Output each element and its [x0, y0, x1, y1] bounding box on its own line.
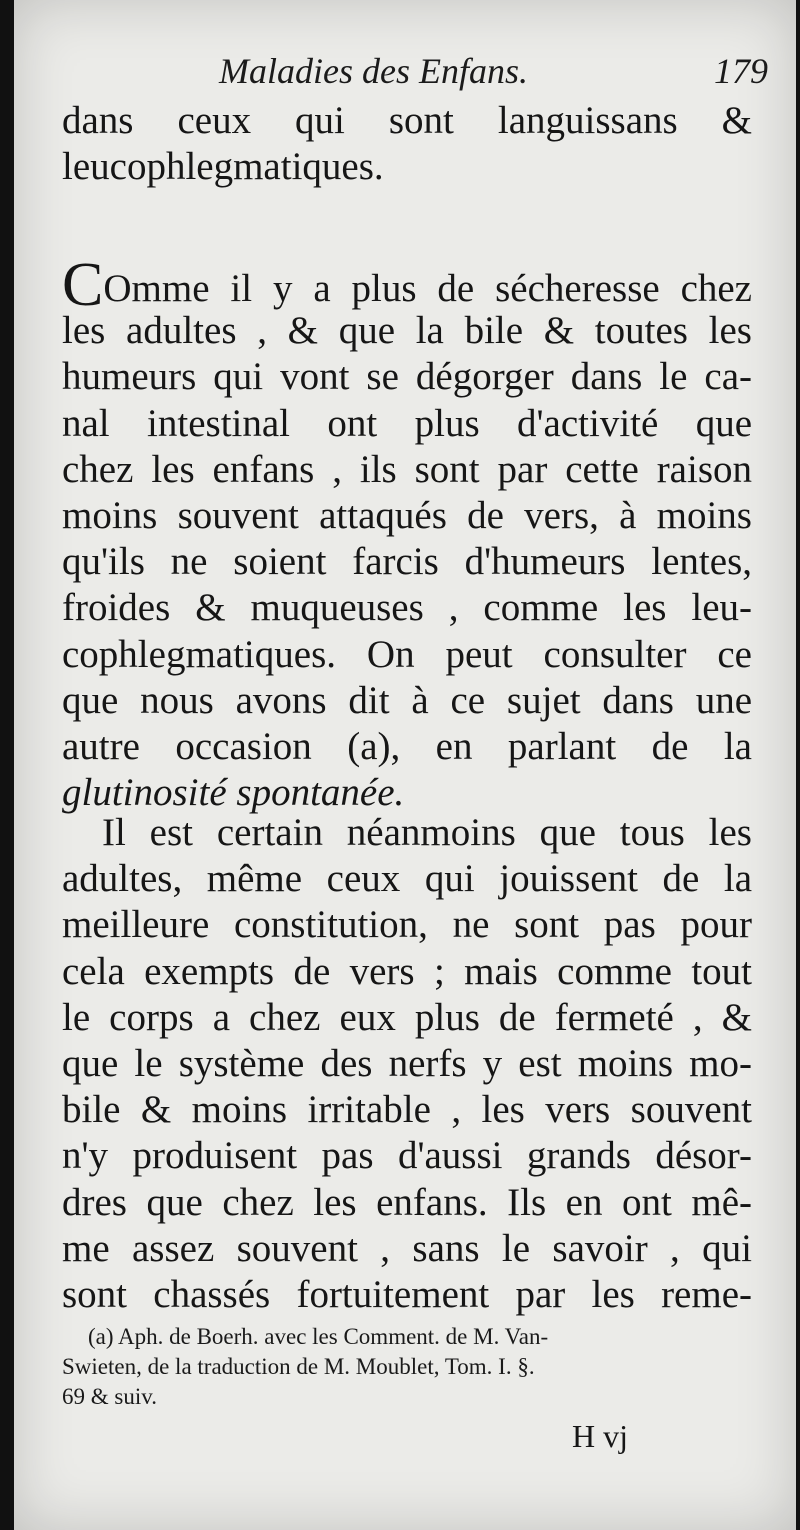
continued-paragraph — [62, 98, 752, 190]
page-header — [14, 50, 796, 100]
text-line: dres que chez les enfans. Ils en ont mê- — [62, 1180, 752, 1224]
footnotes — [62, 1322, 752, 1412]
text-line: nal intestinal ont plus d'activité que — [62, 401, 752, 445]
paragraph-1 — [62, 251, 752, 816]
drop-cap: C — [62, 251, 104, 319]
text-line: autre occasion (a), en parlant de la — [62, 724, 752, 768]
text-line: chez les enfans , ils sont par cette raison — [62, 447, 752, 491]
book-page — [14, 0, 796, 1530]
text-line: moins souvent attaqués de vers, à moins — [62, 493, 752, 537]
signature-mark: H vj — [572, 1418, 628, 1454]
text-line: dans ceux qui sont languissans & — [62, 99, 752, 142]
text-line: que le système des nerfs y est moins mo- — [62, 1041, 752, 1085]
text-line: froides & muqueuses , comme les leu- — [62, 586, 752, 630]
paragraph-2 — [62, 810, 752, 1318]
footnote-line: (a) Aph. de Boerh. avec les Comment. de M. Van- — [88, 1324, 549, 1349]
text-line: sont chassés fortuitement par les reme- — [62, 1272, 752, 1316]
text-line: humeurs qui vont se dégorger dans le ca- — [62, 355, 752, 399]
page-number: 179 — [714, 51, 768, 91]
text-line: n'y produisent pas d'aussi grands désor- — [62, 1134, 752, 1178]
footnote-line: 69 & suiv. — [62, 1384, 157, 1409]
text-line: le corps a chez eux plus de fermeté , & — [62, 995, 752, 1039]
text-line: meilleure constitution, ne sont pas pour — [62, 903, 752, 947]
text-line: les adultes , & que la bile & toutes les — [62, 309, 752, 353]
italic-text-line: glutinosité spontanée. — [62, 771, 405, 815]
text-line: bile & moins irritable , les vers souvent — [62, 1088, 752, 1132]
text-line: leucophlegmatiques. — [62, 145, 384, 189]
text-line: qu'ils ne soient farcis d'humeurs lentes, — [62, 540, 752, 584]
first-line-text: Omme il y a plus de sécheresse chez — [103, 267, 752, 310]
footnote-line: Swieten, de la traduction de M. Moublet, Tom. I. §. — [62, 1354, 535, 1379]
text-line — [62, 251, 752, 319]
text-line: me assez souvent , sans le savoir , qui — [62, 1226, 752, 1270]
running-title: Maladies des Enfans. — [219, 51, 528, 91]
text-line: Il est certain néanmoins que tous les — [102, 811, 752, 854]
text-line: adultes, même ceux qui jouissent de la — [62, 857, 752, 901]
text-line: cela exempts de vers ; mais comme tout — [62, 949, 752, 993]
text-line: que nous avons dit à ce sujet dans une — [62, 678, 752, 722]
text-line: cophlegmatiques. On peut consulter ce — [62, 632, 752, 676]
